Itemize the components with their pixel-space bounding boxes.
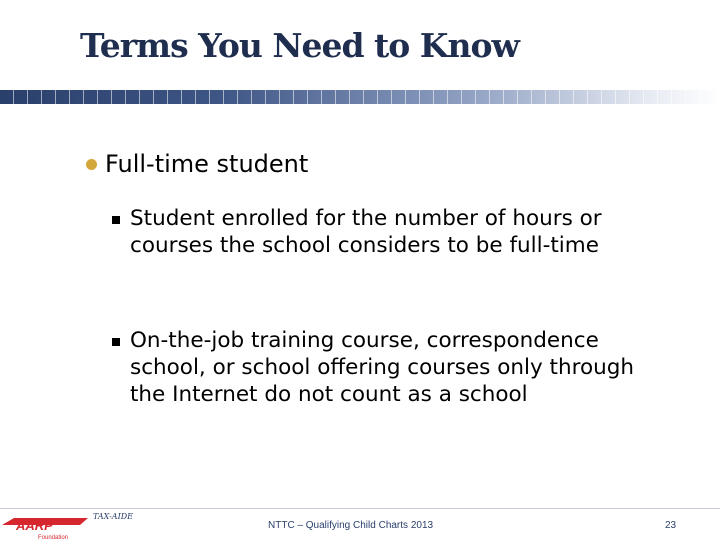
logo-brand-text: AARP bbox=[16, 518, 53, 533]
bullet-text: Full-time student bbox=[105, 150, 309, 178]
title-underline-bar-tiles bbox=[0, 90, 720, 104]
square-bullet-icon bbox=[112, 338, 120, 346]
logo-sub-text: Foundation bbox=[38, 535, 69, 540]
page-number: 23 bbox=[665, 520, 677, 531]
square-bullet-icon bbox=[112, 216, 120, 224]
sub-bullet-text: On-the-job training course, correspondence school, or school offering courses only through the Internet do not count as a school bbox=[130, 328, 635, 407]
round-bullet-icon bbox=[86, 159, 97, 170]
aarp-foundation-logo bbox=[0, 508, 92, 540]
sub-bullet-not-school bbox=[112, 327, 650, 408]
bullet-full-time-student bbox=[86, 150, 308, 178]
footer-caption: NTTC – Qualifying Child Charts 2013 bbox=[268, 520, 434, 531]
logo-program-text: TAX-AIDE bbox=[93, 512, 133, 521]
sub-bullet-text: Student enrolled for the number of hours or courses the school considers to be full-time bbox=[130, 206, 602, 258]
slide-title: Terms You Need to Know bbox=[80, 26, 519, 65]
footer-divider bbox=[0, 508, 720, 509]
sub-bullet-enrolled bbox=[112, 205, 650, 259]
